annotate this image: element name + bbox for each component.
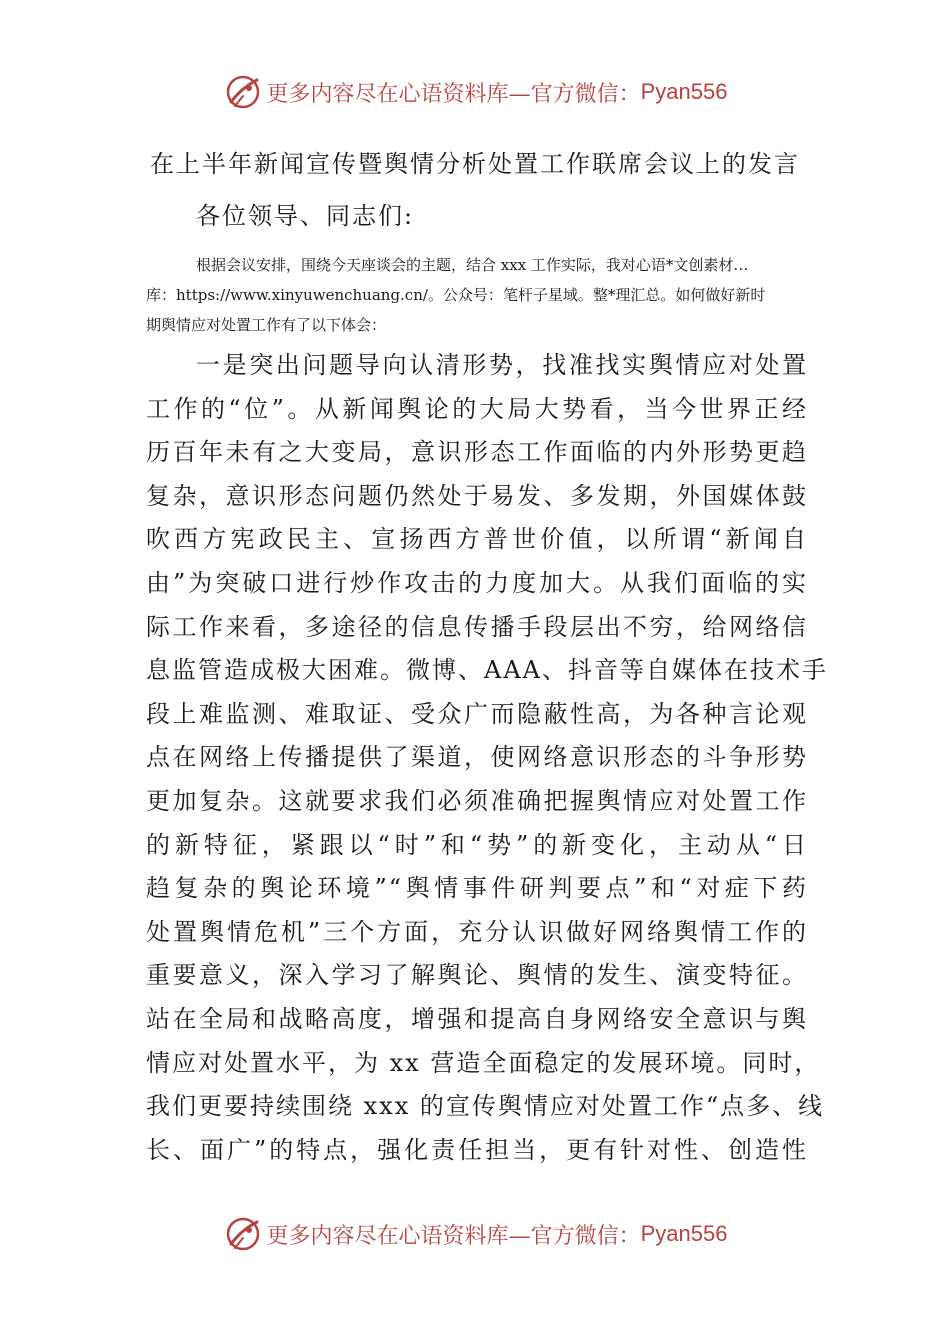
intro-paragraph <box>146 250 808 340</box>
salutation: 各位领导、同志们: <box>196 202 415 230</box>
body-paragraph <box>146 344 828 1172</box>
footer-watermark-banner <box>0 1212 950 1256</box>
body-line: 段上难监测、难取证、受众广而隐蔽性高，为各种言论观 <box>146 699 808 728</box>
body-line: 处置舆情危机”三个方面，充分认识做好网络舆情工作的 <box>146 917 808 946</box>
body-line: 站在全局和战略高度，增强和提高自身网络安全意识与舆 <box>146 1004 808 1033</box>
intro-line: 库：https://www.xinyuwenchuang.cn/。公众号：笔杆子星域。整*理汇总。如何做好新时 <box>146 286 766 304</box>
banner-separator: —官方微信： <box>508 1223 641 1249</box>
body-line: 吹西方宪政民主、宣扬西方普世价值，以所谓“新闻自 <box>146 525 808 554</box>
body-line: 更加复杂。这就要求我们必须准确把握舆情应对处置工作 <box>146 786 808 815</box>
header-watermark-banner <box>0 70 950 114</box>
body-line: 一是突出问题导向认清形势，找准找实舆情应对处置 <box>196 351 808 379</box>
body-line: 历百年未有之大变局，意识形态工作面临的内外形势更趋 <box>146 438 808 467</box>
body-line: 点在网络上传播提供了渠道，使网络意识形态的斗争形势 <box>146 743 808 772</box>
body-line: 的新特征，紧跟以“时”和“势”的新变化，主动从“日 <box>146 830 808 859</box>
body-line: 复杂，意识形态问题仍然处于易发、多发期，外国媒体鼓 <box>146 481 808 510</box>
body-line: 趋复杂的舆论环境”“舆情事件研判要点”和“对症下药 <box>146 874 808 903</box>
body-line: 情应对处置水平，为 xx 营造全面稳定的发展环境。同时， <box>146 1048 821 1077</box>
document-title: 在上半年新闻宣传暨舆情分析处置工作联席会议上的发言 <box>150 150 800 178</box>
body-line: 长、面广”的特点，强化责任担当，更有针对性、创造性 <box>146 1135 808 1164</box>
brand-logo-icon <box>223 1214 263 1254</box>
banner-separator: —官方微信： <box>508 81 641 107</box>
brand-logo-icon <box>223 72 263 112</box>
body-line: 由”为突破口进行炒作攻击的力度加大。从我们面临的实 <box>146 568 808 597</box>
body-line: 际工作来看，多途径的信息传播手段层出不穷，给网络信 <box>146 612 808 641</box>
body-line: 我们更要持续围绕 xxx 的宣传舆情应对处置工作“点多、线 <box>146 1092 825 1121</box>
body-line: 息监管造成极大困难。微博、AAA、抖音等自媒体在技术手 <box>146 656 828 685</box>
intro-line: 根据会议安排，围绕今天座谈会的主题，结合 xxx 工作实际，我对心语*文创素材… <box>196 256 749 274</box>
body-line: 重要意义，深入学习了解舆论、舆情的发生、演变特征。 <box>146 961 808 990</box>
banner-wechat-id: Pyan556 <box>640 79 728 104</box>
banner-wechat-id: Pyan556 <box>640 1221 728 1246</box>
body-line: 工作的“位”。从新闻舆论的大局大势看，当今世界正经 <box>146 394 808 423</box>
intro-line: 期舆情应对处置工作有了以下体会： <box>146 316 387 334</box>
banner-text: 更多内容尽在心语资料库 <box>266 81 509 107</box>
banner-text: 更多内容尽在心语资料库 <box>266 1223 509 1249</box>
